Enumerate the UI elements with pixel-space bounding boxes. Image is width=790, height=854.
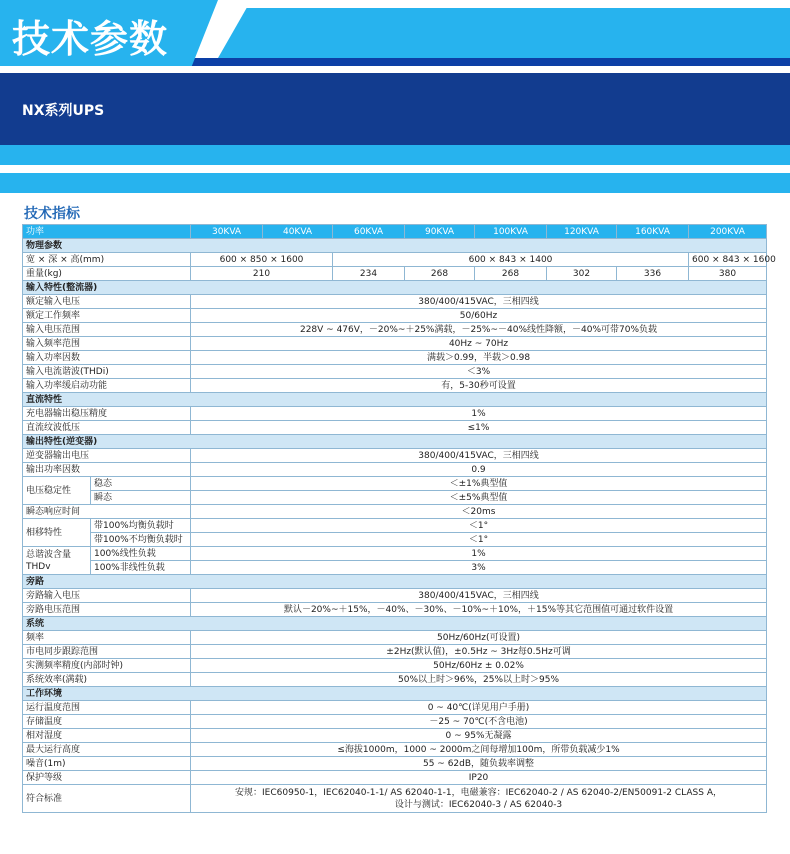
row-value: 50/60Hz: [191, 309, 767, 323]
table-row: [23, 603, 767, 617]
row-value: ＜±5%典型值: [191, 491, 767, 505]
row-label: 输入频率范围: [23, 337, 191, 351]
row-value: 50Hz/60Hz ± 0.02%: [191, 659, 767, 673]
section-label: 工作环境: [23, 687, 767, 701]
table-row: [23, 743, 767, 757]
header-stripe: [218, 8, 790, 58]
page-title: 技术参数: [12, 17, 169, 61]
row-value: －25 ~ 70℃(不含电池): [191, 715, 767, 729]
section-label: 系统: [23, 617, 767, 631]
row-value: ≤1%: [191, 421, 767, 435]
row-value: 600 × 843 × 1600: [689, 253, 767, 267]
row-value: ＜1°: [191, 519, 767, 533]
table-row: [23, 463, 767, 477]
row-label: 市电同步跟踪范围: [23, 645, 191, 659]
row-value: 0 ~ 40℃(详见用户手册): [191, 701, 767, 715]
table-row: [23, 771, 767, 785]
sub-label: 带100%均衡负载时: [91, 519, 191, 533]
row-value: 600 × 850 × 1600: [191, 253, 333, 267]
row-value: 0.9: [191, 463, 767, 477]
row-label: 最大运行高度: [23, 743, 191, 757]
row-label: 电压稳定性: [23, 477, 91, 505]
row-value: 268: [405, 267, 475, 281]
table-row: [23, 491, 767, 505]
row-label: 旁路电压范围: [23, 603, 191, 617]
table-row: [23, 729, 767, 743]
row-label: 频率: [23, 631, 191, 645]
row-value: 380: [689, 267, 767, 281]
section-row: [23, 687, 767, 701]
model-header: 120KVA: [547, 225, 617, 239]
sub-label: 稳态: [91, 477, 191, 491]
table-row: [23, 547, 767, 561]
row-value: ＜20ms: [191, 505, 767, 519]
row-label: 输入电流谐波(THDi): [23, 365, 191, 379]
row-value: 1%: [191, 547, 767, 561]
table-row: [23, 673, 767, 687]
section-label: 直流特性: [23, 393, 767, 407]
row-value: [191, 785, 767, 813]
table-row: [23, 477, 767, 491]
table-row: [23, 365, 767, 379]
row-value: 默认－20%~＋15%，－40%、－30%、－10%~＋10%，＋15%等其它范围值可通过软件设置: [191, 603, 767, 617]
section-label: 输出特性(逆变器): [23, 435, 767, 449]
row-label: 充电器输出稳压精度: [23, 407, 191, 421]
section-row: [23, 281, 767, 295]
spec-table: [22, 224, 776, 813]
table-row: [23, 785, 767, 813]
thd-label-line1: 总谐波含量: [26, 549, 72, 560]
table-row: [23, 267, 767, 281]
row-label: 运行温度范围: [23, 701, 191, 715]
table-row: [23, 253, 767, 267]
row-value: 0 ~ 95%无凝露: [191, 729, 767, 743]
row-label: 输入电压范围: [23, 323, 191, 337]
table-row: [23, 715, 767, 729]
table-row: [23, 505, 767, 519]
table-row: [23, 631, 767, 645]
power-label: 功率: [23, 225, 191, 239]
row-label: 宽 × 深 × 高(mm): [23, 253, 191, 267]
row-value: IP20: [191, 771, 767, 785]
table-row: [23, 533, 767, 547]
row-value: 40Hz ~ 70Hz: [191, 337, 767, 351]
section-label: 物理参数: [23, 239, 767, 253]
row-label: 重量(kg): [23, 267, 191, 281]
model-header: 160KVA: [617, 225, 689, 239]
row-label: 相移特性: [23, 519, 91, 547]
standards-line1: 安规：IEC60950-1，IEC62040-1-1/ AS 62040-1-1，电磁兼容：IEC62040-2 / AS 62040-2/EN50091-2 CLASS A，: [235, 787, 722, 798]
row-value: 1%: [191, 407, 767, 421]
row-label: 直流纹波低压: [23, 421, 191, 435]
row-label: 输入功率因数: [23, 351, 191, 365]
model-header: 200KVA: [689, 225, 767, 239]
row-value: 380/400/415VAC，三相四线: [191, 589, 767, 603]
sub-label: 带100%不均衡负载时: [91, 533, 191, 547]
table-row: [23, 407, 767, 421]
row-label: 额定输入电压: [23, 295, 191, 309]
row-label: 输出功率因数: [23, 463, 191, 477]
row-label: [23, 547, 91, 575]
row-value: 55 ~ 62dB，随负载率调整: [191, 757, 767, 771]
row-value: 228V ~ 476V，－20%~＋25%满载，－25%~－40%线性降额，－40%可带70%负载: [191, 323, 767, 337]
row-value: 50Hz/60Hz(可设置): [191, 631, 767, 645]
row-label: 实测频率精度(内部时钟): [23, 659, 191, 673]
section-row: [23, 393, 767, 407]
row-value: 3%: [191, 561, 767, 575]
table-row: [23, 659, 767, 673]
row-value: ＜±1%典型值: [191, 477, 767, 491]
sub-label: 100%非线性负载: [91, 561, 191, 575]
row-value: 有，5-30秒可设置: [191, 379, 767, 393]
section-title: 技术指标: [24, 206, 80, 222]
table-row: [23, 645, 767, 659]
row-label: 逆变器输出电压: [23, 449, 191, 463]
table-row: [23, 379, 767, 393]
row-value: 336: [617, 267, 689, 281]
row-label: 相对湿度: [23, 729, 191, 743]
accent-strip-bottom: [0, 173, 790, 193]
section-label: 输入特性(整流器): [23, 281, 767, 295]
table-row: [23, 309, 767, 323]
row-value: 380/400/415VAC，三相四线: [191, 295, 767, 309]
row-value: 600 × 843 × 1400: [333, 253, 689, 267]
product-title: NX系列UPS: [22, 103, 105, 119]
table-row: [23, 421, 767, 435]
section-row: [23, 435, 767, 449]
table-row: [23, 757, 767, 771]
row-label: 系统效率(满载): [23, 673, 191, 687]
section-row: [23, 617, 767, 631]
section-row: [23, 575, 767, 589]
row-label: 旁路输入电压: [23, 589, 191, 603]
table-row: [23, 701, 767, 715]
row-value: 满载＞0.99，半载＞0.98: [191, 351, 767, 365]
table-header-row: [23, 225, 767, 239]
row-label: 输入功率缓启动功能: [23, 379, 191, 393]
sub-label: 100%线性负载: [91, 547, 191, 561]
product-band: [0, 73, 790, 145]
accent-strip-top: [0, 145, 790, 165]
row-value: ≤海拔1000m，1000 ~ 2000m之间每增加100m，所带负载减少1%: [191, 743, 767, 757]
table-row: [23, 519, 767, 533]
model-header: 60KVA: [333, 225, 405, 239]
thd-label-line2: THDv: [26, 561, 51, 572]
table-row: [23, 323, 767, 337]
row-value: 234: [333, 267, 405, 281]
row-label: 噪音(1m): [23, 757, 191, 771]
row-value: 302: [547, 267, 617, 281]
model-header: 30KVA: [191, 225, 263, 239]
table-row: [23, 589, 767, 603]
row-value: ＜3%: [191, 365, 767, 379]
row-value: ＜1°: [191, 533, 767, 547]
standards-line2: 设计与测试：IEC62040-3 / AS 62040-3: [394, 799, 563, 810]
sub-label: 瞬态: [91, 491, 191, 505]
model-header: 100KVA: [475, 225, 547, 239]
row-label: 符合标准: [23, 785, 191, 813]
table-row: [23, 449, 767, 463]
table-row: [23, 295, 767, 309]
row-value: 210: [191, 267, 333, 281]
row-value: ±2Hz(默认值)，±0.5Hz ~ 3Hz每0.5Hz可调: [191, 645, 767, 659]
table-row: [23, 561, 767, 575]
row-value: 380/400/415VAC，三相四线: [191, 449, 767, 463]
table-row: [23, 351, 767, 365]
table-row: [23, 337, 767, 351]
row-label: 额定工作频率: [23, 309, 191, 323]
section-row: [23, 239, 767, 253]
row-value: 268: [475, 267, 547, 281]
section-label: 旁路: [23, 575, 767, 589]
row-label: 瞬态响应时间: [23, 505, 191, 519]
model-header: 90KVA: [405, 225, 475, 239]
row-value: 50%以上时＞96%，25%以上时＞95%: [191, 673, 767, 687]
row-label: 保护等级: [23, 771, 191, 785]
row-label: 存储温度: [23, 715, 191, 729]
page-header: [0, 0, 790, 66]
model-header: 40KVA: [263, 225, 333, 239]
